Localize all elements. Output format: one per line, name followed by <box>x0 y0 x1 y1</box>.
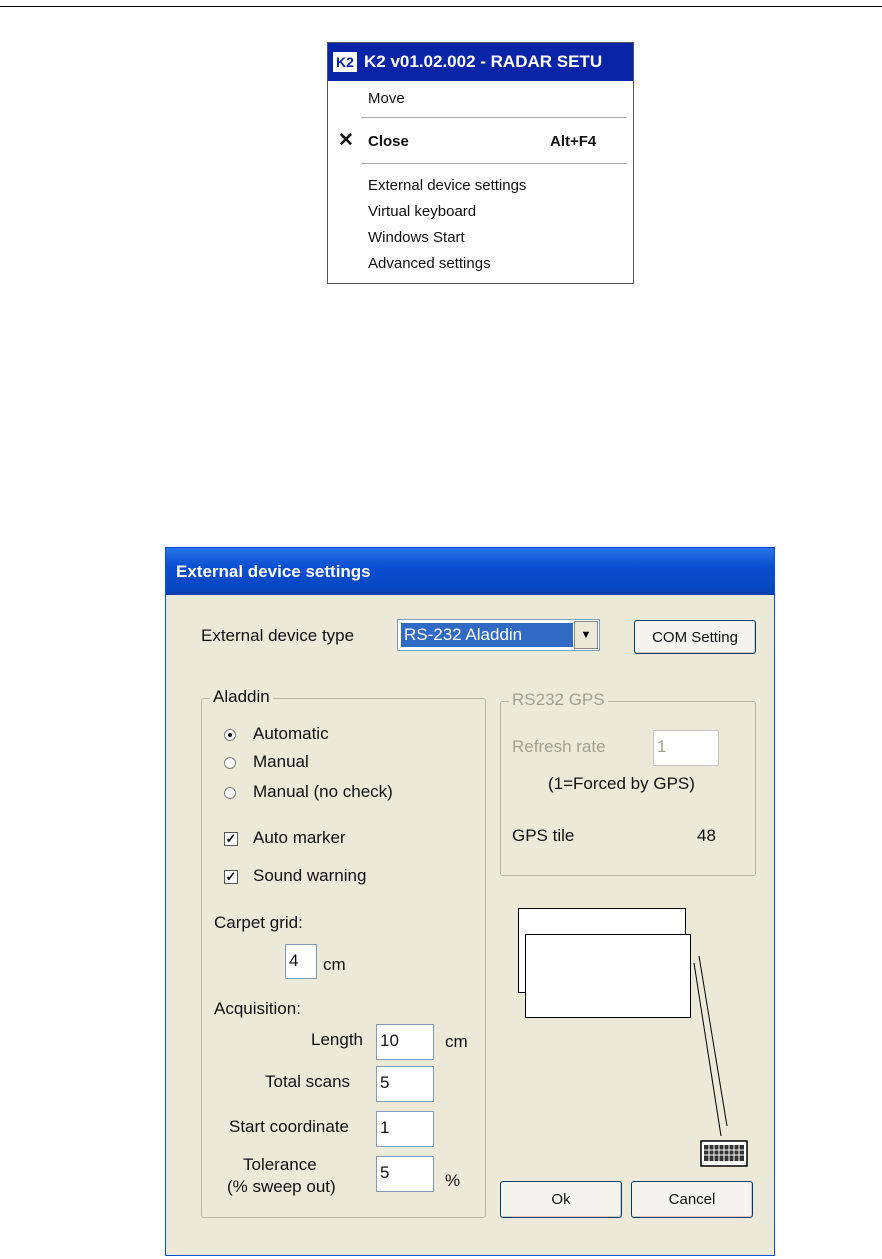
menu-item-virtual-keyboard[interactable]: Virtual keyboard <box>368 203 477 220</box>
radio-automatic-label: Automatic <box>253 724 329 743</box>
close-x-icon: ✕ <box>338 130 354 151</box>
menu-item-windows-start[interactable]: Windows Start <box>368 229 465 246</box>
auto-marker-checkbox[interactable]: ✓ <box>225 831 237 846</box>
length-input[interactable]: 10 <box>376 1024 434 1060</box>
carpet-grid-unit: cm <box>323 955 346 974</box>
tolerance-input[interactable]: 5 <box>376 1156 434 1192</box>
menu-item-advanced-settings[interactable]: Advanced settings <box>368 255 491 272</box>
tolerance-label: Tolerance <box>243 1155 317 1174</box>
radio-manual[interactable] <box>224 757 236 769</box>
menu-item-close[interactable]: Close <box>368 133 409 150</box>
radio-automatic[interactable] <box>224 729 236 741</box>
auto-marker-label: Auto marker <box>253 828 346 847</box>
length-unit: cm <box>445 1032 468 1051</box>
total-scans-label: Total scans <box>265 1072 351 1091</box>
menu-separator <box>361 117 627 119</box>
close-shortcut: Alt+F4 <box>550 133 597 150</box>
k2-logo-icon: K2 <box>332 51 358 73</box>
carpet-grid-label: Carpet grid: <box>214 913 303 932</box>
refresh-rate-label: Refresh rate <box>512 737 606 756</box>
gps-tile-value: 48 <box>697 826 716 845</box>
device-type-label: External device type <box>201 626 355 645</box>
menu-item-external-device-settings[interactable]: External device settings <box>368 177 527 194</box>
keyboard-callout-front <box>525 934 691 1018</box>
gps-tile-label: GPS tile <box>512 826 575 845</box>
aladdin-group-title: Aladdin <box>210 687 273 707</box>
sound-warning-checkbox[interactable]: ✓ <box>225 869 237 884</box>
aladdin-group <box>201 687 486 1218</box>
menu-separator <box>361 163 627 165</box>
tolerance-unit: % <box>445 1171 461 1190</box>
radio-manual-no-check-label: Manual (no check) <box>253 782 393 801</box>
rs232-gps-group-title: RS232 GPS <box>509 690 608 710</box>
window-title: K2 v01.02.002 - RADAR SETU <box>364 52 603 71</box>
start-coordinate-input[interactable]: 1 <box>376 1111 434 1147</box>
forced-by-gps-note: (1=Forced by GPS) <box>548 774 695 793</box>
chevron-down-icon[interactable]: ▼ <box>574 621 598 649</box>
carpet-grid-input[interactable]: 4 <box>285 944 317 979</box>
acquisition-label: Acquisition: <box>214 999 301 1018</box>
device-type-select[interactable] <box>397 619 600 651</box>
total-scans-input[interactable]: 5 <box>376 1066 434 1102</box>
length-label: Length <box>311 1030 363 1049</box>
com-setting-button[interactable]: COM Setting <box>634 620 756 654</box>
dialog-title: External device settings <box>166 548 774 595</box>
device-type-value: RS-232 Aladdin <box>401 623 573 647</box>
sound-warning-label: Sound warning <box>253 866 367 885</box>
menu-item-move[interactable]: Move <box>368 90 405 107</box>
radio-manual-label: Manual <box>253 752 309 771</box>
system-menu <box>327 42 634 284</box>
cancel-button[interactable]: Cancel <box>631 1181 753 1218</box>
ok-button[interactable]: Ok <box>500 1181 622 1218</box>
system-menu-titlebar <box>328 43 633 81</box>
keyboard-icon[interactable] <box>700 1140 748 1167</box>
radio-manual-no-check[interactable] <box>224 787 236 799</box>
rs232-gps-group <box>500 690 756 876</box>
tolerance-sublabel: (% sweep out) <box>227 1177 336 1196</box>
start-coordinate-label: Start coordinate <box>229 1117 350 1136</box>
page-top-rule <box>0 6 882 7</box>
refresh-rate-input: 1 <box>653 730 719 766</box>
external-device-settings-dialog <box>165 547 775 1256</box>
